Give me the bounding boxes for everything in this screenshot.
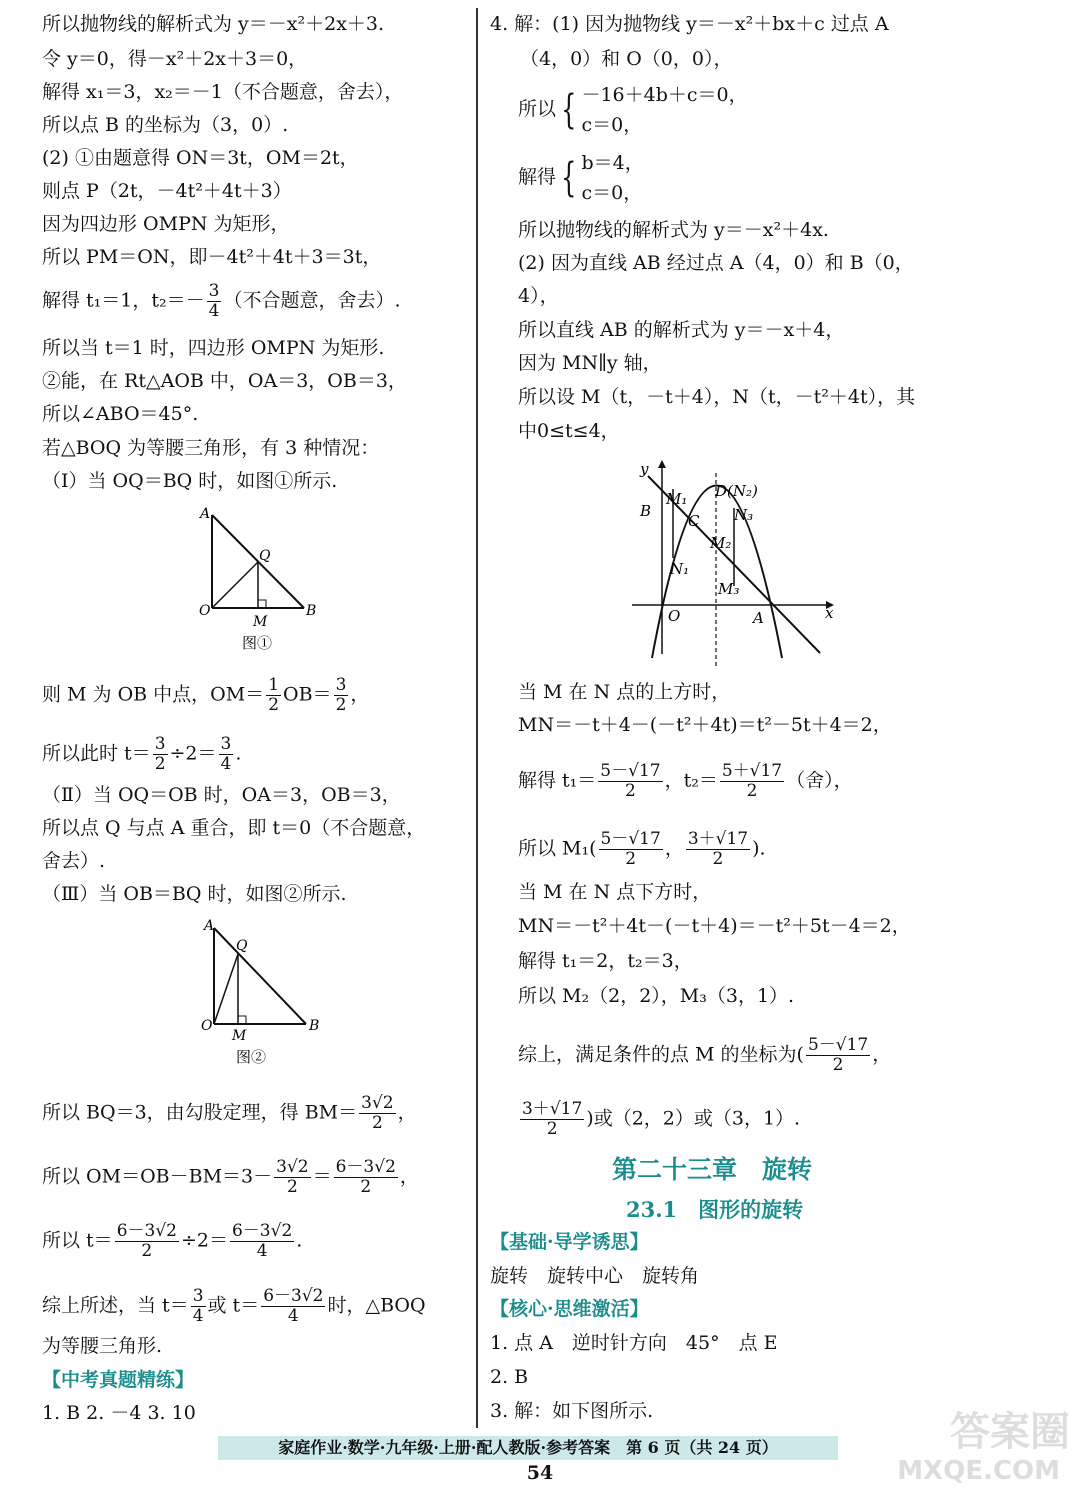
text-line	[42, 676, 369, 715]
text-line: 所以抛物线的解析式为 y＝－x²＋2x＋3.	[42, 13, 385, 35]
label-D: D(N₂)	[715, 482, 758, 500]
numerator: 3＋√17	[522, 1099, 583, 1119]
text-line: 当 M 在 N 点的上方时，	[518, 681, 731, 703]
denominator: 4	[208, 301, 220, 321]
fraction	[266, 676, 281, 715]
text-line: （Ⅰ）当 OQ＝BQ 时，如图①所示.	[42, 470, 338, 492]
text-line: 2. B	[490, 1366, 529, 1388]
figure-2	[192, 912, 332, 1072]
text-line: 4），	[518, 285, 559, 307]
text-line: 4. 解：(1) 因为抛物线 y＝－x²＋bx＋c 过点 A	[490, 13, 889, 35]
text-segment: 所以 M₁(	[518, 837, 597, 860]
label-Q: Q	[236, 938, 248, 954]
text-segment: （舍），	[786, 769, 853, 792]
text-segment: .	[235, 742, 242, 765]
text-line: 所以抛物线的解析式为 y＝－x²＋4x.	[518, 219, 829, 241]
text-line: （4，0）和 O（0，0），	[520, 48, 733, 70]
denominator: 2	[625, 781, 636, 801]
text-line: 中0≤t≤4，	[518, 420, 620, 442]
text-line: 旋转 旋转中心 旋转角	[490, 1265, 700, 1287]
denominator: 4	[256, 1241, 268, 1261]
label-M: M	[253, 614, 268, 630]
figure-3-parabola	[630, 458, 840, 670]
text-line	[518, 830, 766, 869]
text-segment: 解得 t₁＝	[518, 769, 597, 792]
text-line: (2) 因为直线 AB 经过点 A（4，0）和 B（0，	[518, 252, 914, 274]
denominator: 2	[625, 849, 637, 869]
page-number: 54	[526, 1462, 554, 1484]
denominator: 2	[546, 1119, 558, 1139]
text-line: 解得 t₁＝2，t₂＝3，	[518, 950, 693, 972]
denominator: 2	[360, 1177, 372, 1197]
equation-system	[518, 148, 644, 208]
text-line: ②能，在 Rt△AOB 中，OA＝3，OB＝3，	[42, 370, 407, 392]
text-segment: ÷2＝	[180, 1229, 228, 1252]
denominator: 2	[335, 695, 347, 715]
text-line: 所以点 Q 与点 A 重合，即 t＝0（不合题意，	[42, 817, 426, 839]
label-O: O	[199, 603, 211, 619]
label-C: C	[688, 512, 700, 530]
page-footer: 家庭作业·数学·九年级·上册·配人教版·参考答案 第 6 页（共 24 页）	[218, 1436, 838, 1460]
fraction	[261, 1287, 325, 1326]
fraction	[359, 1094, 395, 1133]
text-segment: 所以 OM＝OB－BM＝3－	[42, 1165, 273, 1188]
denominator: 2	[746, 781, 758, 801]
text-line: 当 M 在 N 点下方时，	[518, 881, 712, 903]
label-A: A	[204, 918, 215, 934]
label-O: O	[668, 607, 681, 625]
text-line: 因为 MN∥y 轴，	[518, 352, 662, 374]
fraction	[334, 676, 349, 715]
denominator: 2	[712, 849, 724, 869]
denominator: 2	[371, 1113, 383, 1133]
label-A: A	[753, 609, 764, 627]
fraction	[334, 1158, 398, 1197]
text-segment: ，	[350, 683, 370, 706]
text-line: 所以直线 AB 的解析式为 y＝－x＋4，	[518, 319, 845, 341]
denominator: 2	[268, 695, 280, 715]
label-M3: M₃	[718, 580, 740, 598]
numerator: 6－3√2	[335, 1157, 396, 1177]
denominator: 2	[286, 1177, 298, 1197]
text-segment: 解得 t₁＝1，t₂＝－	[42, 289, 205, 312]
numerator: 5－√17	[600, 761, 661, 781]
figure-caption: 图①	[242, 634, 273, 652]
text-segment: （不合题意，舍去）.	[223, 289, 401, 312]
text-line: (2) ①由题意得 ON＝3t，OM＝2t，	[42, 147, 359, 169]
text-line	[42, 1158, 419, 1197]
numerator: 3√2	[276, 1157, 309, 1177]
text-segment: ＝	[312, 1165, 332, 1188]
figure-caption: 图②	[236, 1048, 267, 1066]
text-segment: 所以 t＝	[42, 1229, 113, 1252]
text-line	[42, 1094, 417, 1133]
fraction	[230, 1222, 294, 1261]
text-line: MN＝－t²＋4t－(－t＋4)＝－t²＋5t－4＝2，	[518, 915, 911, 937]
numerator: 3＋√17	[687, 829, 749, 849]
fraction	[520, 1100, 584, 1139]
numerator: 6－3√2	[116, 1221, 177, 1241]
label-N3: N₃	[734, 506, 754, 524]
text-segment: .	[296, 1229, 303, 1252]
chapter-title: 第二十三章 旋转	[612, 1155, 813, 1184]
text-segment: ÷2＝	[169, 742, 217, 765]
fraction	[599, 830, 663, 869]
text-segment: ，t₂＝	[664, 769, 718, 792]
watermark-logo: 答案圈	[950, 1409, 1070, 1455]
text-line	[42, 282, 401, 321]
text-line: 则点 P（2t，－4t²＋4t＋3）	[42, 180, 292, 202]
system-lines	[581, 80, 747, 140]
label-M2: M₂	[710, 534, 732, 552]
brace: {	[561, 155, 577, 201]
section-title: 23.1 图形的旋转	[626, 1197, 804, 1222]
text-line: 解得 x₁＝3，x₂＝－1（不合题意，舍去），	[42, 81, 404, 103]
text-line	[518, 762, 853, 801]
equation: c＝0，	[581, 114, 643, 136]
column-divider	[476, 8, 478, 1428]
text-segment: ，	[397, 1101, 417, 1124]
label-B: B	[640, 502, 652, 520]
numerator: 3	[220, 734, 232, 754]
numerator: 5－√17	[600, 829, 661, 849]
text-line: 所以设 M（t，－t＋4），N（t，－t²＋4t），其	[518, 386, 916, 408]
text-segment: 则 M 为 OB 中点，OM＝	[42, 683, 265, 706]
text-line	[518, 1100, 800, 1139]
text-line: 1. B 2. －4 3. 10	[42, 1402, 196, 1424]
numerator: 3	[192, 1286, 204, 1306]
text-line: 所以 M₂（2，2），M₃（3，1）.	[518, 985, 795, 1007]
fraction	[598, 762, 662, 801]
text-segment: ).	[752, 837, 766, 860]
fraction	[720, 762, 784, 801]
text-line: 为等腰三角形.	[42, 1335, 163, 1357]
section-header: 【基础·导学诱思】	[490, 1231, 649, 1253]
label-M1: M₁	[666, 490, 688, 508]
numerator: 3	[154, 734, 166, 754]
fraction	[207, 282, 222, 321]
equation: c＝0，	[581, 182, 643, 204]
brace: {	[561, 87, 577, 133]
text-line	[42, 1222, 302, 1261]
text-segment: OB＝	[283, 683, 332, 706]
text-segment: 所以此时 t＝	[42, 742, 151, 765]
fraction	[219, 735, 234, 774]
text-line	[42, 735, 241, 774]
text-line: 所以当 t＝1 时，四边形 OMPN 为矩形.	[42, 337, 385, 359]
label-A: A	[200, 506, 211, 522]
section-header: 【核心·思维激活】	[490, 1298, 649, 1320]
denominator: 2	[832, 1055, 844, 1075]
text-line: 令 y＝0，得－x²＋2x＋3＝0，	[42, 48, 308, 70]
label-y: y	[640, 460, 649, 478]
text-segment: ，	[872, 1043, 892, 1066]
label-M: M	[232, 1028, 247, 1044]
denominator: 4	[287, 1306, 299, 1326]
text-segment: 时，△BOQ	[327, 1294, 426, 1317]
text-line: （Ⅱ）当 OQ＝OB 时，OA＝3，OB＝3，	[42, 784, 401, 806]
text-segment: ，	[399, 1165, 419, 1188]
numerator: 6－3√2	[231, 1221, 293, 1241]
text-segment: 所以 BQ＝3，由勾股定理，得 BM＝	[42, 1101, 358, 1124]
label-B: B	[309, 1018, 320, 1034]
text-line: 因为四边形 OMPN 为矩形，	[42, 213, 290, 235]
text-line: （Ⅲ）当 OB＝BQ 时，如图②所示.	[42, 883, 347, 905]
text-segment: 综上，满足条件的点 M 的坐标为(	[518, 1043, 804, 1066]
text-line: 所以∠ABO＝45°.	[42, 403, 199, 425]
numerator: 3√2	[361, 1093, 394, 1113]
figure-1	[192, 500, 332, 655]
equation: －16＋4b＋c＝0，	[581, 84, 748, 106]
label-N1: N₁	[670, 560, 690, 578]
text-line: MN＝－t＋4－(－t²＋4t)＝t²－5t＋4＝2，	[518, 714, 892, 736]
text-line	[42, 1287, 426, 1326]
fraction	[686, 830, 750, 869]
text-line: 舍去）.	[42, 850, 106, 872]
denominator: 2	[154, 754, 166, 774]
watermark-url: MXQE.COM	[897, 1456, 1060, 1486]
label-x: x	[825, 604, 834, 622]
denominator: 2	[141, 1241, 153, 1261]
text-segment: 所以	[518, 98, 557, 120]
label-O: O	[201, 1018, 213, 1034]
text-line: 所以点 B 的坐标为（3，0）.	[42, 114, 289, 136]
numerator: 1	[268, 675, 280, 695]
text-line: 3. 解：如下图所示.	[490, 1400, 654, 1422]
text-line	[518, 1036, 891, 1075]
numerator: 5－√17	[807, 1035, 869, 1055]
numerator: 5＋√17	[721, 761, 783, 781]
fraction	[806, 1036, 870, 1075]
fraction	[191, 1287, 206, 1326]
fraction	[115, 1222, 179, 1261]
numerator: 3	[335, 675, 347, 695]
system-lines	[581, 148, 643, 208]
fraction	[153, 735, 168, 774]
text-line: 若△BOQ 为等腰三角形，有 3 种情况：	[42, 437, 380, 459]
numerator: 6－3√2	[263, 1286, 324, 1306]
text-line: 所以 PM＝ON，即－4t²＋4t＋3＝3t，	[42, 246, 382, 268]
label-B: B	[306, 603, 317, 619]
text-segment: 解得	[518, 166, 557, 188]
denominator: 4	[220, 754, 232, 774]
section-header: 【中考真题精练】	[42, 1369, 195, 1391]
text-line: 1. 点 A 逆时针方向 45° 点 E	[490, 1332, 778, 1354]
equation: b＝4，	[581, 152, 644, 174]
numerator: 3	[208, 281, 220, 301]
label-Q: Q	[259, 548, 271, 564]
text-segment: 或 t＝	[207, 1294, 260, 1317]
text-segment: 综上所述，当 t＝	[42, 1294, 189, 1317]
text-segment: ，	[664, 837, 684, 860]
text-segment: )或（2，2）或（3，1）.	[586, 1107, 801, 1130]
denominator: 4	[192, 1306, 204, 1326]
equation-system	[518, 80, 748, 140]
fraction	[274, 1158, 310, 1197]
